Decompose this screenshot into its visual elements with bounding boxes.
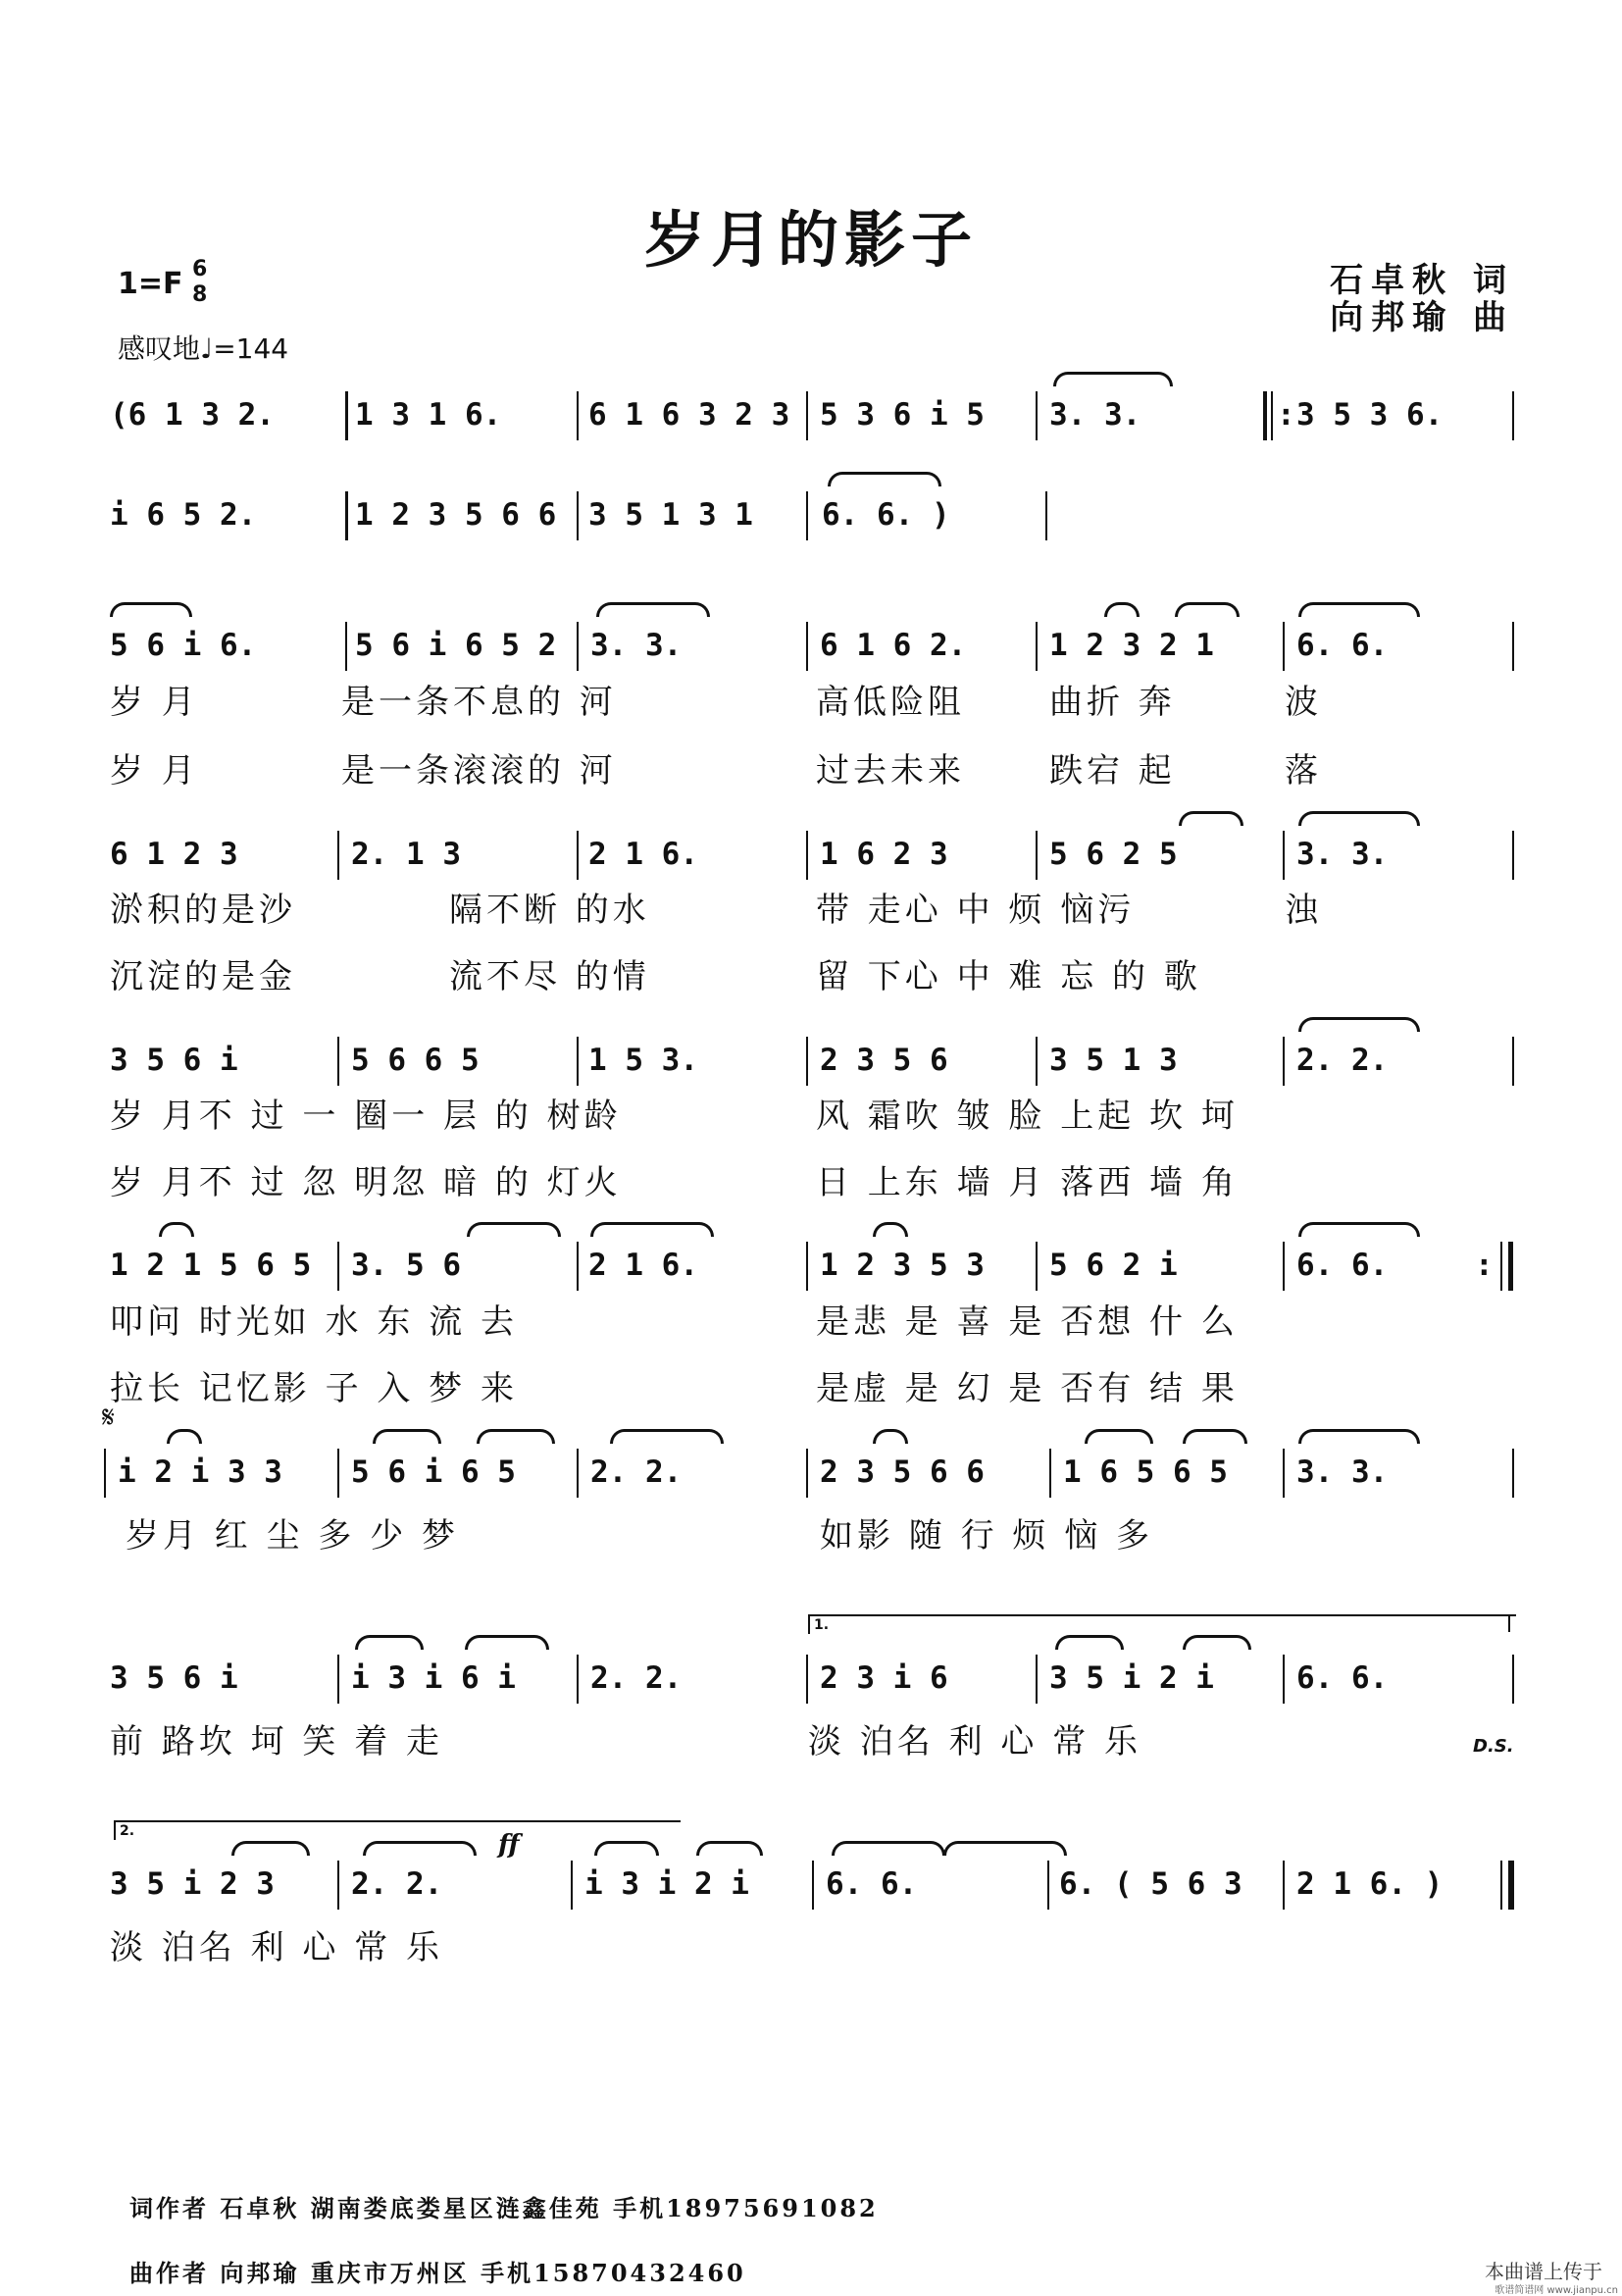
time-signature <box>192 257 207 308</box>
bar-line <box>1283 622 1285 671</box>
bar-line <box>1283 1861 1285 1910</box>
lyric-phrase: 岁月 红 尘 多 少 梦 <box>126 1516 460 1556</box>
tie-arc <box>1298 811 1420 826</box>
lyric-phrase: 落 <box>1285 751 1322 791</box>
bar-line <box>806 622 808 671</box>
lyricist-contact: 词作者 石卓秋 湖南娄底娄星区涟鑫佳苑 手机18975691082 <box>129 2194 879 2222</box>
dal-segno-mark: D.S. <box>1473 1736 1514 1757</box>
lyric-phrase: 叩问 时光如 水 东 流 去 <box>110 1302 519 1342</box>
tie-arc <box>1298 1017 1420 1032</box>
score-line-1 <box>110 387 1514 442</box>
measure: 5 3 6 i 5 <box>820 397 985 433</box>
measure: i 3 i 6 i <box>351 1660 516 1696</box>
measure: 1 6 2 3 <box>820 837 948 872</box>
measure: (6 1 3 2. <box>110 397 275 433</box>
lyric-phrase: 岁 月不 过 忽 明忽 暗 的 灯火 <box>110 1163 622 1202</box>
measure: 1 2 3 2 1 <box>1049 628 1214 663</box>
watermark-site: 歌谱简谱网 www.jianpu.cn <box>1495 2285 1618 2296</box>
tie-arc <box>373 1429 441 1444</box>
key-signature: 1=F <box>118 267 183 301</box>
measure: 3. 3. <box>1296 1454 1389 1490</box>
measure: 5 6 2 5 <box>1049 837 1178 872</box>
measure: i 2 i 3 3 <box>118 1454 282 1490</box>
measure: 5 6 i 6. <box>110 628 257 663</box>
bar-line <box>345 391 348 440</box>
tie-arc <box>1298 602 1420 617</box>
lyric-phrase: 是虚 是 幻 是 否有 结 果 <box>816 1369 1239 1408</box>
tie-arc <box>1175 602 1240 617</box>
lyric-phrase: 淡 泊名 利 心 常 乐 <box>110 1928 444 1967</box>
bar-line <box>104 1449 106 1498</box>
bar-line <box>577 491 579 540</box>
bar-line <box>1283 1449 1285 1498</box>
tie-arc <box>1104 602 1140 617</box>
lyric-phrase: 跌宕 起 <box>1049 751 1176 791</box>
tempo-marking: 感叹地♩=144 <box>118 332 289 365</box>
score-line-4 <box>110 827 1514 882</box>
measure: 2 1 6. ) <box>1296 1866 1444 1902</box>
measure: 2. 2. <box>1296 1043 1389 1078</box>
repeat-end-bar <box>1508 1242 1513 1291</box>
bar-line <box>1283 1655 1285 1704</box>
measure: 6. 6. <box>1296 1660 1389 1696</box>
lyric-phrase: 留 下心 中 难 忘 的 歌 <box>816 957 1201 996</box>
bar-line <box>1283 1242 1285 1291</box>
measure: 2. 2. <box>590 1454 683 1490</box>
bar-line <box>1047 1861 1049 1910</box>
lyric-phrase: 淤积的是沙 <box>110 891 296 930</box>
score-line-6 <box>110 1238 1514 1293</box>
tie-arc <box>1183 1429 1247 1444</box>
lyric-phrase: 沉淀的是金 <box>110 957 296 996</box>
bar-line <box>1036 831 1038 880</box>
bar-line <box>1512 622 1514 671</box>
measure: i 3 i 2 i <box>584 1866 749 1902</box>
measure: 5 6 i 6 5 <box>351 1454 516 1490</box>
tie-arc <box>1179 811 1243 826</box>
tie-arc <box>363 1841 477 1856</box>
final-bar-thin <box>1500 1861 1502 1910</box>
lyric-phrase: 岁 月 <box>110 751 199 791</box>
score-line-8 <box>110 1651 1514 1706</box>
measure: 3 5 6 i <box>110 1043 238 1078</box>
tie-arc <box>832 1841 945 1856</box>
measure: 3 5 6 i <box>110 1660 238 1696</box>
tie-arc <box>465 1635 549 1650</box>
repeat-dots: : <box>1475 1248 1494 1283</box>
measure: 2 3 5 6 6 <box>820 1454 985 1490</box>
tie-arc <box>467 1222 561 1237</box>
bar-line <box>345 491 348 540</box>
lyric-phrase: 波 <box>1285 683 1322 722</box>
measure: 6 1 6 3 2 3 <box>588 397 790 433</box>
bar-line <box>337 1861 339 1910</box>
bar-line <box>337 1242 339 1291</box>
measure: 3 5 i 2 3 <box>110 1866 275 1902</box>
page-title: 岁月的影子 <box>643 204 978 276</box>
tie-arc <box>596 602 710 617</box>
measure: 3 5 1 3 <box>1049 1043 1178 1078</box>
measure: 6. ( 5 6 3 <box>1059 1866 1242 1902</box>
tie-arc <box>110 602 192 617</box>
tie-arc <box>477 1429 555 1444</box>
measure: 1 2 3 5 6 6 <box>355 497 557 533</box>
lyric-phrase: 浊 <box>1285 891 1322 930</box>
bar-line <box>1036 1037 1038 1086</box>
bar-line <box>577 391 579 440</box>
volta-bracket-2 <box>114 1820 681 1840</box>
bar-line <box>806 391 808 440</box>
measure: 6. 6. ) <box>822 497 950 533</box>
measure: 5 6 2 i <box>1049 1248 1178 1283</box>
measure: 3 5 1 3 1 <box>588 497 753 533</box>
measure: 6. 6. <box>1296 1248 1389 1283</box>
repeat-start-bar <box>1263 391 1267 440</box>
tie-arc <box>696 1841 763 1856</box>
composer-credit: 向邦瑜 曲 <box>1330 298 1514 337</box>
lyric-phrase: 是一条不息的 河 <box>341 683 617 722</box>
bar-line <box>1036 1242 1038 1291</box>
bar-line <box>577 1037 579 1086</box>
composer-contact: 曲作者 向邦瑜 重庆市万州区 手机15870432460 <box>129 2259 746 2287</box>
score-line-3 <box>110 618 1514 673</box>
lyric-phrase: 如影 随 行 烦 恼 多 <box>820 1516 1154 1556</box>
time-signature-bottom: 8 <box>192 282 208 307</box>
volta-bracket-end <box>1508 1614 1510 1632</box>
measure: 3. 5 6 <box>351 1248 461 1283</box>
lyric-phrase: 隔不断 的水 <box>449 891 650 930</box>
volta-label: 1. <box>814 1617 830 1633</box>
time-signature-top: 6 <box>192 257 208 281</box>
tie-arc <box>1053 372 1173 386</box>
lyric-phrase: 岁 月不 过 一 圈一 层 的 树龄 <box>110 1097 622 1136</box>
bar-line <box>337 1655 339 1704</box>
measure: 5 6 i 6 5 2 <box>355 628 557 663</box>
tie-arc <box>167 1429 202 1444</box>
bar-line <box>812 1861 814 1910</box>
tie-arc <box>355 1635 424 1650</box>
measure: 2 1 6. <box>588 1248 698 1283</box>
bar-line <box>1283 1037 1285 1086</box>
watermark-text: 本曲谱上传于 <box>1485 2260 1602 2283</box>
bar-line <box>1036 622 1038 671</box>
bar-line <box>1512 1655 1514 1704</box>
score-line-2 <box>110 487 1514 542</box>
tie-arc <box>590 1222 714 1237</box>
bar-line <box>577 1242 579 1291</box>
bar-line <box>1283 831 1285 880</box>
bar-line <box>1512 831 1514 880</box>
lyric-phrase: 曲折 奔 <box>1049 683 1176 722</box>
lyric-phrase: 是悲 是 喜 是 否想 什 么 <box>816 1302 1239 1342</box>
volta-label: 2. <box>120 1823 135 1839</box>
lyric-phrase: 是一条滚滚的 河 <box>341 751 617 791</box>
lyric-phrase: 淡 泊名 利 心 常 乐 <box>808 1722 1142 1761</box>
lyric-phrase: 过去未来 <box>816 751 965 791</box>
bar-line <box>1049 1449 1051 1498</box>
measure: 2 1 6. <box>588 837 698 872</box>
repeat-start-bar-thin <box>1271 391 1273 440</box>
repeat-dots: : <box>1277 397 1295 433</box>
bar-line <box>1036 391 1038 440</box>
measure: 6. 6. <box>1296 628 1389 663</box>
score-line-7 <box>110 1445 1514 1500</box>
bar-line <box>806 831 808 880</box>
tie-arc <box>1183 1635 1251 1650</box>
measure: 6. 6. <box>826 1866 918 1902</box>
measure: 1 6 5 6 5 <box>1063 1454 1228 1490</box>
score-line-5 <box>110 1033 1514 1088</box>
bar-line <box>806 1449 808 1498</box>
tie-arc <box>594 1841 659 1856</box>
measure: 1 2 1 5 6 5 <box>110 1248 312 1283</box>
bar-line <box>345 622 347 671</box>
lyric-phrase: 拉长 记忆影 子 入 梦 来 <box>110 1369 519 1408</box>
tie-arc <box>159 1222 194 1237</box>
tie-arc <box>1085 1429 1153 1444</box>
measure: 2. 2. <box>351 1866 443 1902</box>
measure: 2 3 5 6 <box>820 1043 948 1078</box>
measure: 3 5 3 6. <box>1296 397 1444 433</box>
repeat-end-bar-thin <box>1500 1242 1502 1291</box>
measure: 3. 3. <box>1296 837 1389 872</box>
tie-arc <box>873 1222 908 1237</box>
bar-line <box>577 831 579 880</box>
tie-arc <box>1055 1635 1124 1650</box>
measure: 2. 1 3 <box>351 837 461 872</box>
bar-line <box>806 1242 808 1291</box>
bar-line <box>1036 1655 1038 1704</box>
lyric-phrase: 风 霜吹 皱 脸 上起 坎 坷 <box>816 1097 1239 1136</box>
tie-arc <box>1298 1429 1420 1444</box>
measure: 6 1 6 2. <box>820 628 967 663</box>
measure: 1 2 3 5 3 <box>820 1248 985 1283</box>
bar-line <box>806 1655 808 1704</box>
lyric-phrase: 带 走心 中 烦 恼污 <box>816 891 1136 930</box>
lyric-phrase: 前 路坎 坷 笑 着 走 <box>110 1722 444 1761</box>
bar-line <box>577 1655 579 1704</box>
tie-arc <box>1298 1222 1420 1237</box>
lyric-phrase: 流不尽 的情 <box>449 957 650 996</box>
bar-line <box>337 1449 339 1498</box>
bar-line <box>1045 491 1047 540</box>
volta-bracket-1 <box>808 1614 1516 1634</box>
dynamic-marking: ff <box>498 1830 520 1860</box>
measure: 5 6 6 5 <box>351 1043 480 1078</box>
tie-arc <box>610 1429 724 1444</box>
measure: 1 3 1 6. <box>355 397 502 433</box>
bar-line <box>571 1861 573 1910</box>
measure: 2 3 i 6 <box>820 1660 948 1696</box>
lyricist-credit: 石卓秋 词 <box>1330 261 1514 300</box>
segno-sign: 𝄋 <box>102 1401 115 1435</box>
bar-line <box>1512 1449 1514 1498</box>
tie-arc <box>943 1841 1067 1856</box>
bar-line <box>806 491 808 540</box>
bar-line <box>577 622 579 671</box>
bar-line <box>1512 1037 1514 1086</box>
measure: 2. 2. <box>590 1660 683 1696</box>
score-line-9 <box>110 1857 1514 1912</box>
bar-line <box>577 1449 579 1498</box>
final-bar-thick <box>1508 1861 1514 1910</box>
measure: 3 5 i 2 i <box>1049 1660 1214 1696</box>
bar-line <box>1512 391 1514 440</box>
tie-arc <box>231 1841 310 1856</box>
bar-line <box>337 831 339 880</box>
measure: 3. 3. <box>590 628 683 663</box>
lyric-phrase: 日 上东 墙 月 落西 墙 角 <box>816 1163 1239 1202</box>
tie-arc <box>873 1429 908 1444</box>
measure: 3. 3. <box>1049 397 1141 433</box>
measure: 6 1 2 3 <box>110 837 238 872</box>
bar-line <box>337 1037 339 1086</box>
measure: 1 5 3. <box>588 1043 698 1078</box>
measure: i 6 5 2. <box>110 497 257 533</box>
lyric-phrase: 岁 月 <box>110 683 199 722</box>
tie-arc <box>828 472 941 486</box>
lyric-phrase: 高低险阻 <box>816 683 965 722</box>
bar-line <box>806 1037 808 1086</box>
